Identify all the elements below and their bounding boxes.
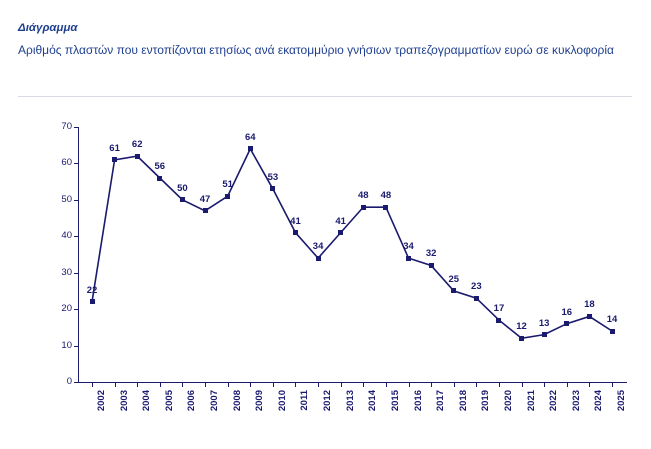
data-point-marker	[474, 296, 479, 301]
x-axis-tick-mark	[589, 383, 590, 387]
data-point-label: 41	[335, 215, 346, 227]
page-title: Διάγραμμα	[18, 22, 78, 34]
header-divider	[18, 96, 632, 97]
data-point-marker	[496, 318, 501, 323]
data-point-marker	[406, 256, 411, 261]
x-axis-tick-mark	[92, 383, 93, 387]
x-axis-tick-mark	[115, 383, 116, 387]
data-point-label: 51	[222, 179, 233, 191]
x-axis-tick-label: 2003	[118, 390, 130, 412]
data-point-marker	[338, 230, 343, 235]
x-axis-tick-label: 2010	[276, 390, 288, 412]
data-point-marker	[180, 197, 185, 202]
x-axis-tick-label: 2025	[616, 390, 627, 412]
data-point-label: 64	[244, 131, 256, 143]
y-axis-tick-mark	[74, 127, 78, 128]
x-axis-tick-mark	[273, 383, 274, 387]
y-axis-tick-label: 40	[61, 230, 72, 242]
data-point-marker	[587, 314, 592, 319]
data-point-marker	[225, 194, 230, 199]
data-point-label: 48	[358, 190, 369, 202]
x-axis-tick-label: 2013	[344, 390, 356, 412]
data-point-label: 53	[267, 171, 279, 183]
x-axis-tick-label: 2018	[457, 390, 469, 412]
y-axis-tick-label: 0	[66, 376, 72, 387]
data-point-label: 25	[448, 273, 460, 285]
x-axis-tick-mark	[341, 383, 342, 387]
x-axis-tick-label: 2009	[254, 390, 266, 412]
data-point-label: 18	[584, 299, 595, 311]
y-axis-tick-label: 60	[61, 157, 72, 169]
data-point-marker	[542, 332, 547, 337]
x-axis-tick-mark	[386, 383, 387, 387]
x-axis-tick-mark	[409, 383, 410, 387]
x-axis-tick-label: 2012	[322, 390, 334, 412]
x-axis-tick-mark	[522, 383, 523, 387]
y-axis-tick-mark	[74, 200, 78, 201]
y-axis-tick-mark	[74, 236, 78, 237]
x-axis-tick-mark	[431, 383, 432, 387]
x-axis-tick-label: 2008	[231, 390, 243, 412]
x-axis-tick-label: 2011	[299, 390, 311, 411]
data-point-marker	[610, 329, 615, 334]
x-axis-tick-mark	[318, 383, 319, 387]
x-axis-tick-mark	[228, 383, 229, 387]
line-chart	[18, 112, 632, 412]
x-axis-tick-mark	[567, 383, 568, 387]
x-axis-tick-label: 2020	[502, 390, 514, 412]
data-point-label: 17	[493, 303, 505, 315]
data-point-label: 47	[199, 193, 211, 205]
series-line	[18, 112, 632, 412]
data-point-marker	[157, 176, 162, 181]
x-axis-tick-mark	[454, 383, 455, 387]
page-subtitle: Αριθμός πλαστών που εντοπίζονται ετησίως ανά εκατομμύριο γνήσιων τραπεζογραμματίων ευρώ σε κυκλοφορία	[18, 43, 614, 57]
y-axis-tick-label: 70	[61, 121, 72, 132]
x-axis-tick-mark	[250, 383, 251, 387]
data-point-label: 50	[177, 182, 188, 194]
data-point-marker	[361, 205, 366, 210]
data-point-marker	[316, 256, 321, 261]
data-point-label: 32	[425, 248, 437, 260]
data-point-marker	[564, 321, 569, 326]
data-point-label: 23	[471, 281, 482, 293]
data-point-marker	[90, 299, 95, 304]
x-axis-tick-label: 2022	[548, 390, 560, 412]
data-point-label: 48	[380, 190, 392, 202]
x-axis-tick-label: 2017	[435, 390, 447, 412]
x-axis-tick-label: 2019	[480, 390, 492, 412]
data-point-marker	[248, 146, 253, 151]
data-point-label: 13	[538, 317, 550, 329]
x-axis-tick-mark	[612, 383, 613, 387]
y-axis-tick-mark	[74, 273, 78, 274]
x-axis-tick-mark	[137, 383, 138, 387]
x-axis-tick-mark	[476, 383, 477, 387]
x-axis-tick-label: 2015	[389, 390, 401, 412]
data-point-marker	[270, 186, 275, 191]
data-point-label: 56	[154, 161, 166, 172]
x-axis-tick-label: 2002	[96, 390, 107, 412]
y-axis-tick-label: 10	[61, 339, 72, 351]
x-axis-tick-mark	[363, 383, 364, 387]
data-point-label: 62	[131, 139, 143, 151]
data-point-label: 61	[109, 142, 120, 154]
x-axis-tick-label: 2006	[186, 390, 198, 412]
header	[18, 20, 630, 60]
x-axis-tick-label: 2023	[570, 390, 582, 412]
x-axis-tick-mark	[205, 383, 206, 387]
data-point-marker	[451, 288, 456, 293]
x-axis-tick-label: 2014	[367, 390, 379, 412]
x-axis-tick-label: 2024	[593, 390, 605, 412]
x-axis-tick-label: 2005	[163, 390, 175, 412]
y-axis-tick-mark	[74, 382, 78, 383]
data-point-marker	[429, 263, 434, 268]
x-axis-tick-mark	[499, 383, 500, 387]
data-point-label: 34	[312, 241, 324, 253]
data-point-marker	[383, 205, 388, 210]
x-axis-tick-label: 2016	[412, 390, 424, 412]
y-axis-tick-label: 30	[61, 266, 72, 278]
data-point-marker	[519, 336, 524, 341]
data-point-label: 12	[516, 321, 527, 333]
data-point-marker	[293, 230, 298, 235]
data-point-label: 41	[290, 215, 301, 227]
y-axis-tick-mark	[74, 163, 78, 164]
data-point-marker	[112, 157, 117, 162]
data-point-label: 14	[606, 314, 618, 325]
x-axis-tick-label: 2021	[525, 390, 537, 412]
y-axis-tick-label: 50	[61, 193, 72, 205]
data-point-label: 16	[561, 306, 573, 318]
x-axis-tick-label: 2007	[209, 390, 221, 412]
x-axis-tick-mark	[182, 383, 183, 387]
y-axis-tick-label: 20	[61, 303, 72, 315]
y-axis-tick-mark	[74, 309, 78, 310]
x-axis-tick-mark	[295, 383, 296, 387]
data-point-marker	[203, 208, 208, 213]
x-axis-tick-mark	[160, 383, 161, 387]
x-axis-tick-label: 2004	[141, 390, 153, 412]
x-axis-tick-mark	[544, 383, 545, 387]
data-point-marker	[135, 154, 140, 159]
data-point-label: 22	[86, 284, 98, 296]
y-axis-tick-mark	[74, 346, 78, 347]
data-point-label: 34	[403, 241, 414, 253]
